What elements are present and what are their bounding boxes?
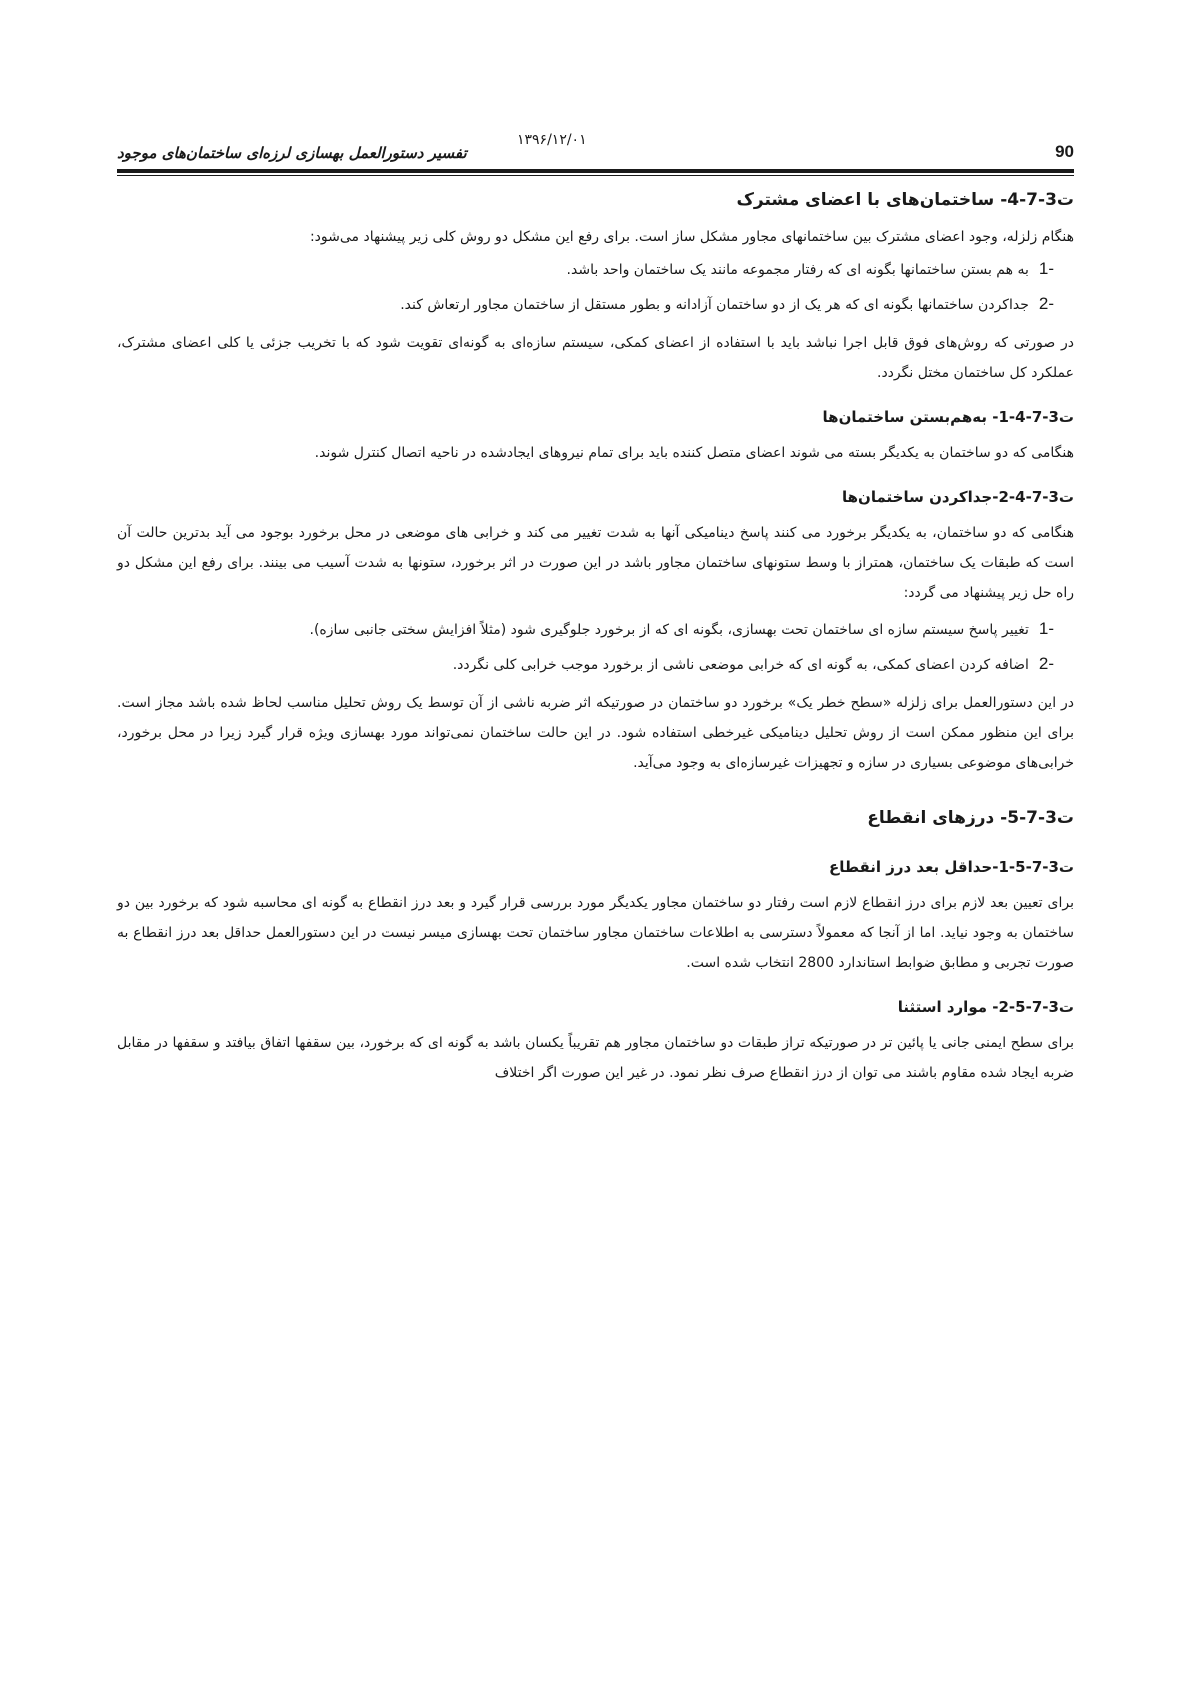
section-heading-shared-members: ت3-7-4- ساختمان‌های با اعضای مشترک <box>736 190 1074 210</box>
list-item-text: به هم بستن ساختمانها بگونه ای که رفتار مجموعه مانند یک ساختمان واحد باشد. <box>566 262 1029 278</box>
list-item <box>117 612 1054 647</box>
paragraph-shared-members-closing: در صورتی که روش‌های فوق قابل اجرا نباشد باید با استفاده از اعضای کمکی، سیستم سازه‌ای به گونه‌ای تقویت شود که با تخریب جزئی یا کلی اعضای مشترک، عملکرد کل ساختمان مختل نگردد. <box>117 335 1074 381</box>
header-rule-thin <box>117 175 1074 176</box>
subsection-heading-separating-buildings: ت3-7-4-2-جداکردن ساختمان‌ها <box>842 488 1074 506</box>
list-separating-solutions <box>117 612 1074 682</box>
list-item-text: تغییر پاسخ سیستم سازه ای ساختمان تحت بهسازی، بگونه ای که از برخورد جلوگیری شود (مثلاً افزایش سختی جانبی سازه). <box>309 622 1029 638</box>
paragraph-separating-buildings: هنگامی که دو ساختمان، به یکدیگر برخورد می کنند پاسخ دینامیکی آنها به شدت تغییر می کند و خرابی های موضعی در محل برخورد بوجود می آید بدترین حالت آن است که طبقات یک ساختمان، همتراز با وسط ستونهای ساختمان مجاور باشد در این صورت در اثر برخورد، ستونها به شدت آسیب می بینند. برای رفع این مشکل دو راه حل زیر پیشنهاد می گردد: <box>117 525 1074 601</box>
list-item-number: -1 <box>1038 259 1054 278</box>
paragraph-hazard-level-one: در این دستورالعمل برای زلزله «سطح خطر یک» برخورد دو ساختمان در صورتیکه اثر ضربه ناشی از آن توسط یک روش تحلیل مناسب لحاظ شده باشد مجاز است. برای این منظور ممکن است از روش تحلیل دینامیکی غیرخطی استفاده شود. در این حالت ساختمان نمی‌تواند مورد بهسازی ویژه قرار گیرد زیرا در محل برخورد، خرابی‌های موضوعی بسیاری در سازه و تجهیزات غیرسازه‌ای به وجود می‌آید. <box>117 695 1074 771</box>
subsection-heading-min-joint-width: ت3-7-5-1-حداقل بعد درز انقطاع <box>828 858 1074 876</box>
list-item-number: -1 <box>1038 619 1054 638</box>
section-heading-separation-joints: ت3-7-5- درزهای انقطاع <box>867 808 1074 828</box>
running-header <box>117 132 1074 166</box>
header-date: ۱۳۹۶/۱۲/۰۱ <box>517 132 587 148</box>
paragraph-exceptions: برای سطح ایمنی جانی یا پائین تر در صورتیکه تراز طبقات دو ساختمان مجاور هم تقریباً یکسان باشد به گونه ای که برخورد، بین سقفها اتفاق بیافتد و سقفها در مقابل ضربه ایجاد شده مقاوم باشند می توان از درز انقطاع صرف نظر نمود. در غیر این صورت اگر اختلاف <box>117 1035 1074 1081</box>
page-number: 90 <box>1055 142 1074 161</box>
list-item-text: اضافه کردن اعضای کمکی، به گونه ای که خرابی موضعی ناشی از برخورد موجب خرابی کلی نگردد. <box>452 657 1029 673</box>
list-item-number: -2 <box>1038 654 1054 673</box>
subsection-heading-exceptions: ت3-7-5-2- موارد استثنا <box>897 998 1074 1016</box>
list-item-number: -2 <box>1038 294 1054 313</box>
list-shared-members-methods <box>117 252 1074 322</box>
paragraph-min-joint-width: برای تعیین بعد لازم برای درز انقطاع لازم است رفتار دو ساختمان مجاور یکدیگر مورد بررسی قرار گیرد و بعد درز انقطاع به گونه ای محاسبه شود که برخورد بین دو ساختمان به وجود نیاید. اما از آنجا که معمولاً دسترسی به اطلاعات ساختمان مجاور ساختمان تحت بهسازی میسر نیست در این دستورالعمل حداقل بعد درز انقطاع به صورت تجربی و مطابق ضوابط استاندارد 2800 انتخاب شده است. <box>117 895 1074 971</box>
list-item <box>117 647 1054 682</box>
paragraph-tying-buildings: هنگامی که دو ساختمان به یکدیگر بسته می شوند اعضای متصل کننده باید برای تمام نیروهای ایجادشده در ناحیه اتصال کنترل شوند. <box>314 445 1074 461</box>
header-rule <box>117 169 1074 173</box>
list-item <box>117 252 1054 287</box>
subsection-heading-tying-buildings: ت3-7-4-1- به‌هم‌بستن ساختمان‌ها <box>822 408 1074 426</box>
header-title: تفسیر دستورالعمل بهسازی لرزه‌ای ساختمان‌های موجود <box>117 144 467 162</box>
page-content <box>117 190 1074 1088</box>
list-item-text: جداکردن ساختمانها بگونه ای که هر یک از دو ساختمان آزادانه و بطور مستقل از ساختمان مجاور ارتعاش کند. <box>400 297 1029 313</box>
list-item <box>117 287 1054 322</box>
paragraph-shared-members-intro: هنگام زلزله، وجود اعضای مشترک بین ساختمانهای مجاور مشکل ساز است. برای رفع این مشکل دو روش کلی زیر پیشنهاد می‌شود: <box>309 229 1074 245</box>
